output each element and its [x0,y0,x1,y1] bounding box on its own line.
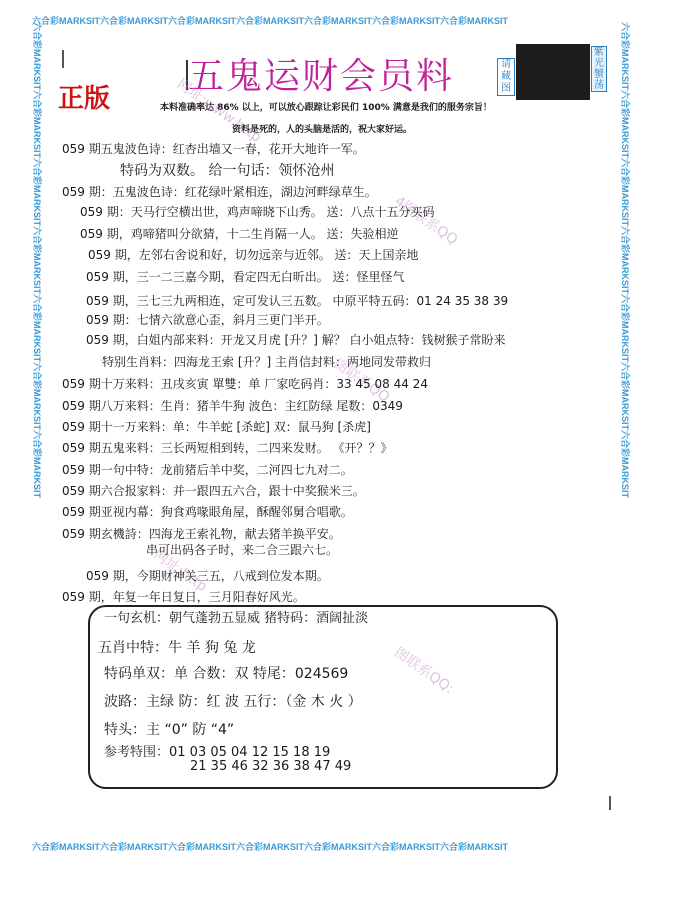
border-bottom: 六合彩MARKSIT六合彩MARKSIT六合彩MARKSIT六合彩MARKSIT六合彩MARKSIT六合彩MARKSIT六合彩MARKSIT [32,842,508,852]
border-top: 六合彩MARKSIT六合彩MARKSIT六合彩MARKSIT六合彩MARKSIT六合彩MARKSIT六合彩MARKSIT六合彩MARKSIT [32,16,508,26]
watermark: 4图联系QQ [391,193,461,249]
text-line: 059 期，今期财神关三五，八戒到位发本期。 [86,569,329,583]
box-line: 参考特围：01 03 05 04 12 15 18 19 [104,745,331,760]
page-title: 五鬼运财会员料 [188,56,455,97]
box-line: 五肖中特：牛 羊 狗 兔 龙 [98,640,256,656]
border-left: 六合彩MARKSIT六合彩MARKSIT六合彩MARKSIT六合彩MARKSIT六合彩MARKSIT六合彩MARKSIT六合彩MARKSIT [32,22,42,498]
text-line: 059 期十万来料：丑戌亥寅 單雙：单 厂家吃码肖：33 45 08 44 24 [62,377,428,391]
watermark: 网址:www.http [173,75,265,146]
margin-mark [609,796,611,810]
edition-label: 正版 [58,84,111,114]
tagline-2: 资料是死的，人的头脑是活的，祝大家好运。 [232,125,413,135]
text-line: 059 期：五鬼波色诗：红花绿叶紧相连，湖边河畔绿草生。 [62,185,377,199]
box-line: 21 35 46 32 36 38 47 49 [190,759,352,774]
text-line: 059 期五鬼来料：三长两短相到转，二四来发财。 《开？？》 [62,441,393,455]
border-right: 六合彩MARKSIT六合彩MARKSIT六合彩MARKSIT六合彩MARKSIT六合彩MARKSIT六合彩MARKSIT六合彩MARKSIT [620,22,630,498]
text-line: 059 期一句中特：龙前猪后羊中奖，二河四七九对二。 [62,463,353,477]
box-line: 特头：主 “0” 防 “4” [104,722,235,738]
text-line: 059 期五鬼波色诗：红杏出墙又一春，花开大地许一军。 [62,142,365,156]
text-line: 特别生肖料：四海龙王索 [升？] 主肖信封料：两地同发带救归 [102,355,431,369]
box-line: 波路：主绿 防：红 波 五行：（金 木 火 ） [104,694,362,710]
text-line: 串可出码各子时，来二合三跟六七。 [146,543,339,557]
text-line: 059 期亚视内幕：狗食鸡喙眼角屋，酥醒邻舅合唱歌。 [62,505,353,519]
stamp-left: 请藏图 [497,58,515,96]
watermark: 图联系QQ: [391,644,457,698]
watermark: 网址:http [150,546,210,596]
text-line: 059 期，白姐内部来料：开龙又月虎 [升？] 解？ 白小姐点特：钱树猴子常盼来 [86,333,506,347]
tagline-1: 本料准确率达 86% 以上，可以放心跟踪让彩民们 100% 满意是我们的服务宗旨！ [160,103,492,113]
box-line: 一句玄机：朝气蓬勃五显威 猪特码：酒阔扯淡 [104,611,369,626]
text-line: 059 期：七情六欲意心歪，斜月三更门半开。 [86,313,329,327]
text-line: 059 期：天马行空横出世，鸡声啼晓下山秀。 送：八点十五分买码 [80,205,435,219]
box-line: 特码单双：单 合数：双 特尾：024569 [104,666,349,682]
stamp-right: 紫光蟹荡 [591,46,607,92]
margin-mark [62,50,64,68]
text-line: 059 期，年复一年日复日，三月阳春好风光。 [62,590,305,604]
text-line: 059 期六合报家料：并一跟四五六合，跟十中奖猴米三。 [62,484,365,498]
text-line: 059 期八万来料：生肖：猪羊牛狗 波色：主红防绿 尾数：0349 [62,399,403,413]
text-line: 059 期十一万来料：单：牛羊蛇 [杀蛇] 双：鼠马狗 [杀虎] [62,420,371,434]
text-line: 059 期，三一二三嘉今期，看定四无白昕出。 送：怪里怪气 [86,270,405,284]
text-line: 059 期玄機詩：四海龙王索礼物，献去猪羊换平安。 [62,527,341,541]
watermark: 图联系QQ [330,355,393,406]
text-line: 059 期，左邻右舍说和好，切勿远亲与近邻。 送：天上国亲地 [88,248,419,262]
prediction-box [88,605,558,789]
text-line: 059 期，鸡啼猪叫分欲猜，十二生肖隔一人。 送：失验相逆 [80,227,399,241]
text-line: 特码为双数。 给一句话：领怀沧州 [120,163,335,179]
text-line: 059 期，三七三九两相连，定可发认三五数。 中原平特五码：01 24 35 38 39 [86,294,509,308]
logo-block [516,44,590,100]
